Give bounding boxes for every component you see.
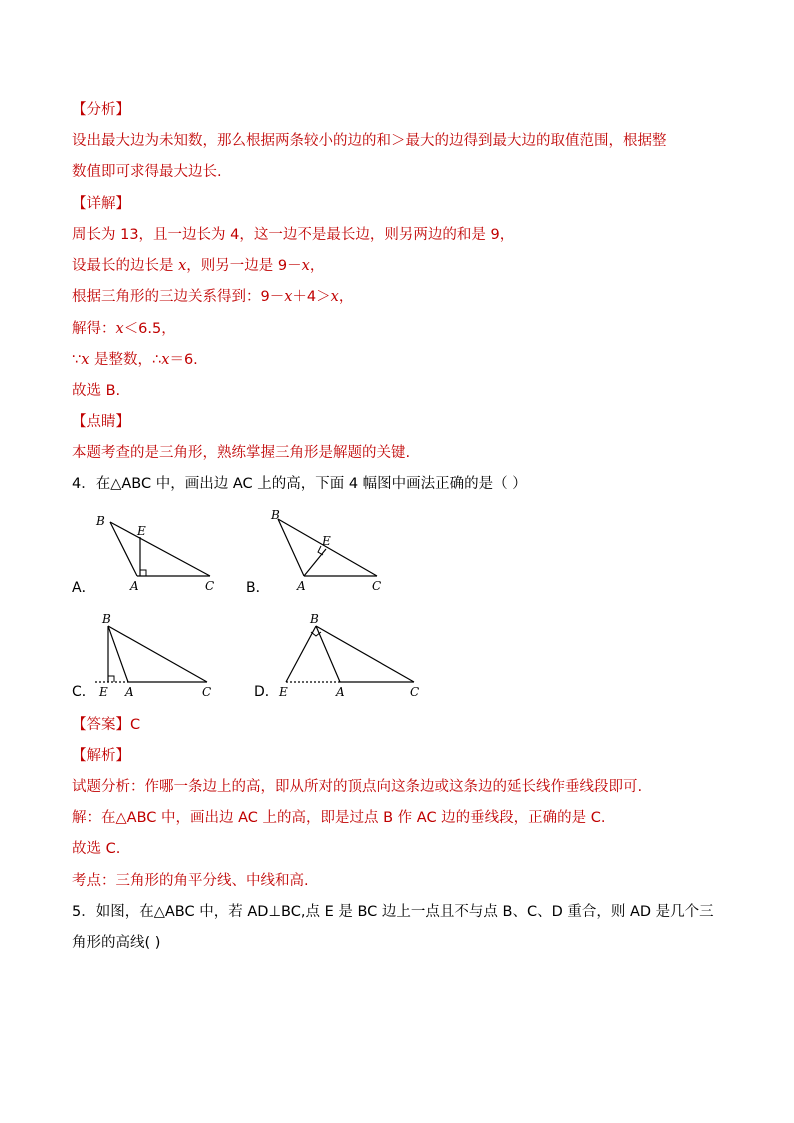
point-label-b: B <box>310 612 319 626</box>
detail-line-2-end: ， <box>309 258 325 274</box>
point-label-c: C <box>372 579 382 593</box>
point-label-a: A <box>125 685 134 698</box>
detail-line-4 <box>72 319 176 339</box>
detail-line-4-end: ＜6.5， <box>123 321 176 337</box>
analysis-text-line-1: 设出最大边为未知数，那么根据两条较小的边的和＞最大的边得到最大边的取值范围，根据整 <box>72 133 667 149</box>
detail-line-3-pre: 根据三角形的三边关系得到：9－ <box>72 289 285 305</box>
point-label-e: E <box>279 685 288 698</box>
analysis-heading: 【分析】 <box>72 102 130 118</box>
detail-line-5-end: ＝6. <box>169 352 198 368</box>
point-label-e: E <box>99 685 108 698</box>
explain-line-4: 考点：三角形的角平分线、中线和高. <box>72 873 309 889</box>
point-label-c: C <box>205 579 215 593</box>
analysis-text-line-2: 数值即可求得最大边长. <box>72 164 222 180</box>
point-label-a: A <box>336 685 345 698</box>
variable-x: x <box>178 258 187 274</box>
comment-heading: 【点睛】 <box>72 414 130 430</box>
point-label-b: B <box>102 612 111 626</box>
detail-line-5 <box>72 350 198 370</box>
figure-a-triangle <box>92 510 227 595</box>
explain-line-3: 故选 C. <box>72 841 121 857</box>
because-symbol: ∵ <box>72 352 82 368</box>
variable-x: x <box>115 321 124 337</box>
point-label-e: E <box>322 534 331 548</box>
point-label-b: B <box>96 514 105 528</box>
detail-line-3 <box>72 287 353 307</box>
variable-x: x <box>161 352 170 368</box>
point-label-a: A <box>297 579 306 593</box>
point-label-b: B <box>271 508 280 522</box>
variable-x: x <box>81 352 90 368</box>
variable-x: x <box>301 258 310 274</box>
figure-d-triangle <box>274 608 424 698</box>
detail-line-6: 故选 B. <box>72 383 121 399</box>
answer-value: C <box>130 717 141 733</box>
detail-line-2-mid: ，则另一边是 9－ <box>186 258 302 274</box>
point-label-c: C <box>202 685 212 698</box>
explain-heading: 【解析】 <box>72 748 130 764</box>
figure-c-triangle <box>92 608 227 698</box>
detail-line-3-end: ， <box>338 289 354 305</box>
point-label-e: E <box>137 524 146 538</box>
detail-heading: 【详解】 <box>72 196 130 212</box>
comment-text: 本题考查的是三角形，熟练掌握三角形是解题的关键. <box>72 445 411 461</box>
variable-x: x <box>284 289 293 305</box>
question-5-line-2: 角形的高线( ) <box>72 935 161 951</box>
variable-x: x <box>330 289 339 305</box>
point-label-c: C <box>410 685 420 698</box>
detail-line-2-pre: 设最长的边长是 <box>72 258 179 274</box>
answer-line <box>72 715 140 735</box>
option-d-label: D． <box>254 684 279 700</box>
answer-heading: 【答案】 <box>72 717 130 733</box>
explain-line-2: 解：在△ABC 中，画出边 AC 上的高，即是过点 B 作 AC 边的垂线段，正确的是 C. <box>72 810 606 826</box>
detail-line-4-pre: 解得： <box>72 321 116 337</box>
option-a-label: A． <box>72 580 96 596</box>
figure-b-triangle <box>262 505 397 595</box>
question-5-line-1: 5．如图，在△ABC 中，若 AD⊥BC,点 E 是 BC 边上一点且不与点 B、C、D 重合，则 AD 是几个三 <box>72 904 714 920</box>
option-c-label: C． <box>72 684 96 700</box>
detail-line-5-mid: 是整数，∴ <box>89 352 162 368</box>
detail-line-1: 周长为 13，且一边长为 4，这一边不是最长边，则另两边的和是 9， <box>72 227 515 243</box>
point-label-a: A <box>130 579 139 593</box>
detail-line-3-mid: ＋4＞ <box>292 289 331 305</box>
question-4-text: 4．在△ABC 中，画出边 AC 上的高，下面 4 幅图中画法正确的是（ ） <box>72 476 527 492</box>
option-b-label: B． <box>246 580 270 596</box>
detail-line-2 <box>72 256 324 276</box>
explain-line-1: 试题分析：作哪一条边上的高，即从所对的顶点向这条边或这条边的延长线作垂线段即可. <box>72 779 643 795</box>
